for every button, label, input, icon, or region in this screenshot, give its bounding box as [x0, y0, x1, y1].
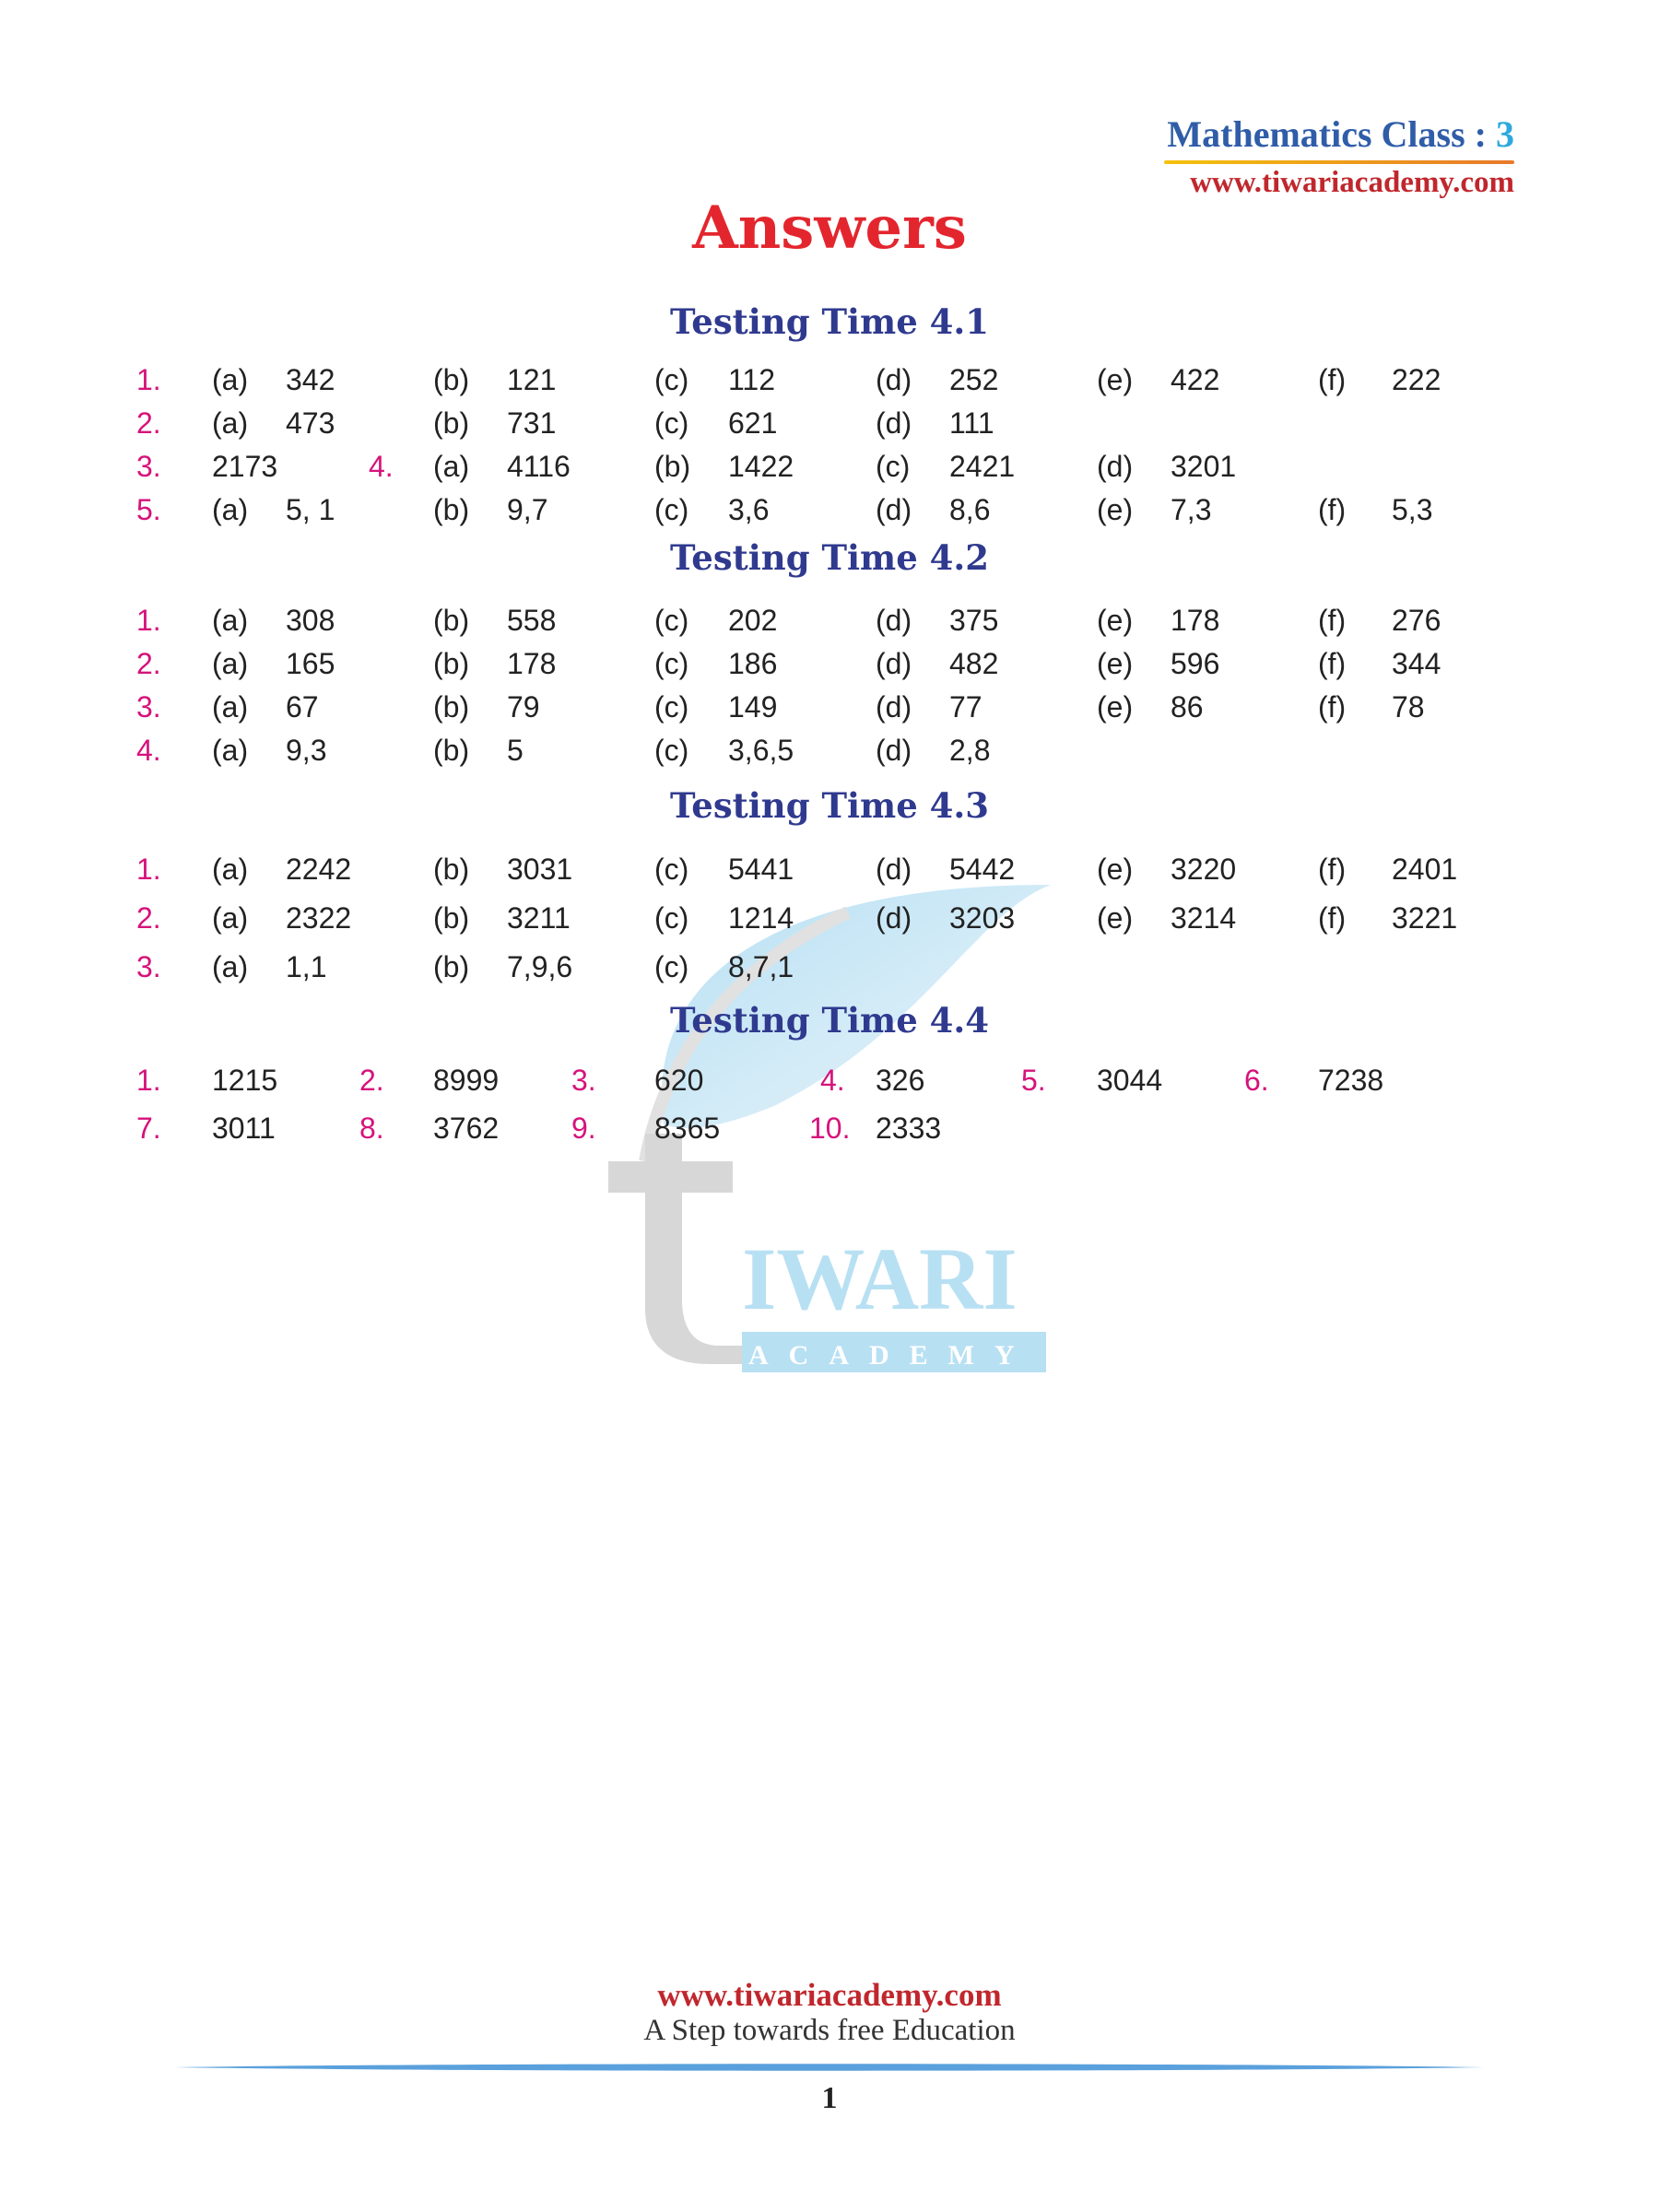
answer-value: 3220 [1171, 853, 1237, 886]
answer-row [0, 947, 1659, 987]
answer-value: 7,9,6 [507, 950, 573, 983]
part-label: (c) [654, 853, 689, 886]
answer-row [0, 359, 1659, 400]
part-label: (b) [433, 647, 470, 680]
question-number: 2. [136, 901, 161, 935]
answer-value: 112 [728, 363, 776, 396]
part-label: (b) [654, 450, 691, 483]
answer-row [0, 489, 1659, 530]
part-label: (d) [876, 734, 912, 767]
header-subject-text: Mathematics Class : [1167, 113, 1487, 155]
part-label: (b) [433, 901, 470, 935]
section-title: Testing Time 4.4 [670, 1000, 989, 1041]
answer-value: 326 [876, 1064, 925, 1097]
answer-row [0, 687, 1659, 727]
part-label: (a) [212, 950, 249, 983]
answer-value: 3201 [1171, 450, 1237, 483]
part-label: (b) [433, 363, 470, 396]
answer-value: 8,6 [949, 493, 991, 526]
part-label: (d) [876, 604, 912, 637]
answer-value: 1215 [212, 1064, 278, 1097]
answer-value: 149 [728, 690, 778, 724]
answer-value: 621 [728, 406, 778, 440]
part-label: (f) [1318, 604, 1347, 637]
answer-value: 222 [1392, 363, 1441, 396]
watermark-line2: ACADEMY [748, 1340, 1035, 1371]
answer-value: 3,6,5 [728, 734, 794, 767]
header-url[interactable]: www.tiwariacademy.com [1190, 166, 1514, 199]
question-number: 3. [136, 450, 161, 483]
answer-value: 79 [507, 690, 540, 724]
part-label: (c) [654, 604, 689, 637]
part-label: (d) [1097, 450, 1134, 483]
answer-value: 5 [507, 734, 524, 767]
question-number: 2. [359, 1064, 384, 1097]
answer-value: 178 [1171, 604, 1220, 637]
question-number: 4. [369, 450, 394, 483]
part-label: (b) [433, 853, 470, 886]
answer-value: 375 [949, 604, 999, 637]
answer-row [0, 849, 1659, 889]
part-label: (a) [212, 406, 249, 440]
answer-value: 2242 [286, 853, 352, 886]
question-number: 7. [136, 1112, 161, 1145]
part-label: (a) [212, 901, 249, 935]
answer-value: 422 [1171, 363, 1220, 396]
answer-value: 8365 [654, 1112, 721, 1145]
answer-value: 1,1 [286, 950, 327, 983]
answer-value: 202 [728, 604, 778, 637]
page-number: 1 [821, 2081, 838, 2115]
header-subject [1167, 112, 1514, 156]
header-rule [1164, 160, 1514, 164]
watermark-line1: IWARI [742, 1230, 1018, 1328]
answer-value: 178 [507, 647, 557, 680]
question-number: 4. [136, 734, 161, 767]
part-label: (d) [876, 493, 912, 526]
answer-value: 620 [654, 1064, 704, 1097]
answer-value: 2401 [1392, 853, 1458, 886]
part-label: (b) [433, 734, 470, 767]
answer-value: 111 [949, 406, 994, 440]
part-label: (a) [212, 363, 249, 396]
section-title: Testing Time 4.3 [670, 785, 989, 826]
part-label: (f) [1318, 853, 1347, 886]
part-label: (a) [212, 690, 249, 724]
answer-value: 482 [949, 647, 999, 680]
part-label: (f) [1318, 690, 1347, 724]
answer-value: 3762 [433, 1112, 500, 1145]
answer-value: 3214 [1171, 901, 1237, 935]
answer-value: 276 [1392, 604, 1441, 637]
answer-value: 2173 [212, 450, 278, 483]
answer-value: 596 [1171, 647, 1220, 680]
part-label: (b) [433, 406, 470, 440]
answer-value: 342 [286, 363, 335, 396]
part-label: (e) [1097, 363, 1134, 396]
answer-value: 5442 [949, 853, 1016, 886]
part-label: (f) [1318, 493, 1347, 526]
question-number: 2. [136, 647, 161, 680]
answer-value: 1422 [728, 450, 794, 483]
answer-value: 3011 [212, 1112, 276, 1145]
part-label: (f) [1318, 647, 1347, 680]
answer-value: 2,8 [949, 734, 991, 767]
question-number: 6. [1244, 1064, 1269, 1097]
part-label: (a) [212, 493, 249, 526]
question-number: 1. [136, 1064, 161, 1097]
question-number: 5. [136, 493, 161, 526]
answer-value: 9,7 [507, 493, 548, 526]
part-label: (a) [212, 734, 249, 767]
answer-value: 5441 [728, 853, 794, 886]
footer-divider [175, 2063, 1484, 2072]
answer-value: 3031 [507, 853, 573, 886]
part-label: (d) [876, 406, 912, 440]
answer-value: 344 [1392, 647, 1441, 680]
question-number: 1. [136, 853, 161, 886]
answer-value: 78 [1392, 690, 1425, 724]
part-label: (c) [654, 690, 689, 724]
answer-value: 1214 [728, 901, 794, 935]
part-label: (d) [876, 901, 912, 935]
page-title: Answers [692, 194, 967, 263]
answer-value: 731 [507, 406, 557, 440]
answer-value: 67 [286, 690, 319, 724]
part-label: (d) [876, 647, 912, 680]
answer-value: 473 [286, 406, 335, 440]
answer-value: 5, 1 [286, 493, 335, 526]
part-label: (a) [212, 647, 249, 680]
answer-row [0, 600, 1659, 641]
part-label: (e) [1097, 647, 1134, 680]
answer-value: 4116 [507, 450, 571, 483]
part-label: (c) [654, 363, 689, 396]
answer-row [0, 1108, 1659, 1148]
part-label: (e) [1097, 493, 1134, 526]
part-label: (c) [654, 901, 689, 935]
part-label: (c) [654, 406, 689, 440]
part-label: (b) [433, 950, 470, 983]
part-label: (a) [212, 853, 249, 886]
answer-value: 9,3 [286, 734, 327, 767]
question-number: 2. [136, 406, 161, 440]
answer-row [0, 446, 1659, 487]
question-number: 9. [571, 1112, 596, 1145]
answer-value: 7238 [1318, 1064, 1384, 1097]
section-title: Testing Time 4.2 [670, 537, 989, 578]
answer-value: 3044 [1097, 1064, 1163, 1097]
answer-row [0, 1060, 1659, 1100]
header-class-number: 3 [1496, 113, 1514, 155]
part-label: (f) [1318, 363, 1347, 396]
question-number: 4. [820, 1064, 845, 1097]
answer-value: 2421 [949, 450, 1016, 483]
answer-value: 2322 [286, 901, 352, 935]
answer-value: 8,7,1 [728, 950, 794, 983]
answer-value: 8999 [433, 1064, 500, 1097]
part-label: (e) [1097, 604, 1134, 637]
footer-url[interactable]: www.tiwariacademy.com [657, 1977, 1002, 2013]
answer-value: 3203 [949, 901, 1016, 935]
part-label: (a) [433, 450, 470, 483]
answer-row [0, 643, 1659, 684]
part-label: (e) [1097, 853, 1134, 886]
part-label: (b) [433, 690, 470, 724]
answer-value: 7,3 [1171, 493, 1212, 526]
part-label: (c) [876, 450, 911, 483]
part-label: (c) [654, 647, 689, 680]
question-number: 8. [359, 1112, 384, 1145]
answer-value: 77 [949, 690, 982, 724]
question-number: 1. [136, 604, 161, 637]
answer-value: 558 [507, 604, 557, 637]
part-label: (c) [654, 493, 689, 526]
part-label: (d) [876, 853, 912, 886]
answer-row [0, 898, 1659, 938]
question-number: 3. [136, 950, 161, 983]
answer-value: 86 [1171, 690, 1204, 724]
answer-row [0, 403, 1659, 443]
question-number: 3. [571, 1064, 596, 1097]
part-label: (d) [876, 690, 912, 724]
answer-value: 252 [949, 363, 999, 396]
part-label: (d) [876, 363, 912, 396]
question-number: 3. [136, 690, 161, 724]
part-label: (c) [654, 734, 689, 767]
part-label: (f) [1318, 901, 1347, 935]
answer-value: 121 [507, 363, 557, 396]
question-number: 10. [809, 1112, 851, 1145]
answer-row [0, 730, 1659, 771]
question-number: 1. [136, 363, 161, 396]
answer-value: 308 [286, 604, 335, 637]
answer-value: 2333 [876, 1112, 942, 1145]
part-label: (e) [1097, 901, 1134, 935]
part-label: (b) [433, 604, 470, 637]
answer-value: 3,6 [728, 493, 770, 526]
question-number: 5. [1021, 1064, 1046, 1097]
answer-value: 3221 [1392, 901, 1458, 935]
answer-value: 186 [728, 647, 778, 680]
part-label: (e) [1097, 690, 1134, 724]
part-label: (a) [212, 604, 249, 637]
answer-value: 5,3 [1392, 493, 1433, 526]
footer-tagline: A Step towards free Education [643, 2014, 1016, 2047]
answer-value: 3211 [507, 901, 571, 935]
part-label: (c) [654, 950, 689, 983]
section-title: Testing Time 4.1 [670, 301, 989, 342]
answer-value: 165 [286, 647, 335, 680]
part-label: (b) [433, 493, 470, 526]
